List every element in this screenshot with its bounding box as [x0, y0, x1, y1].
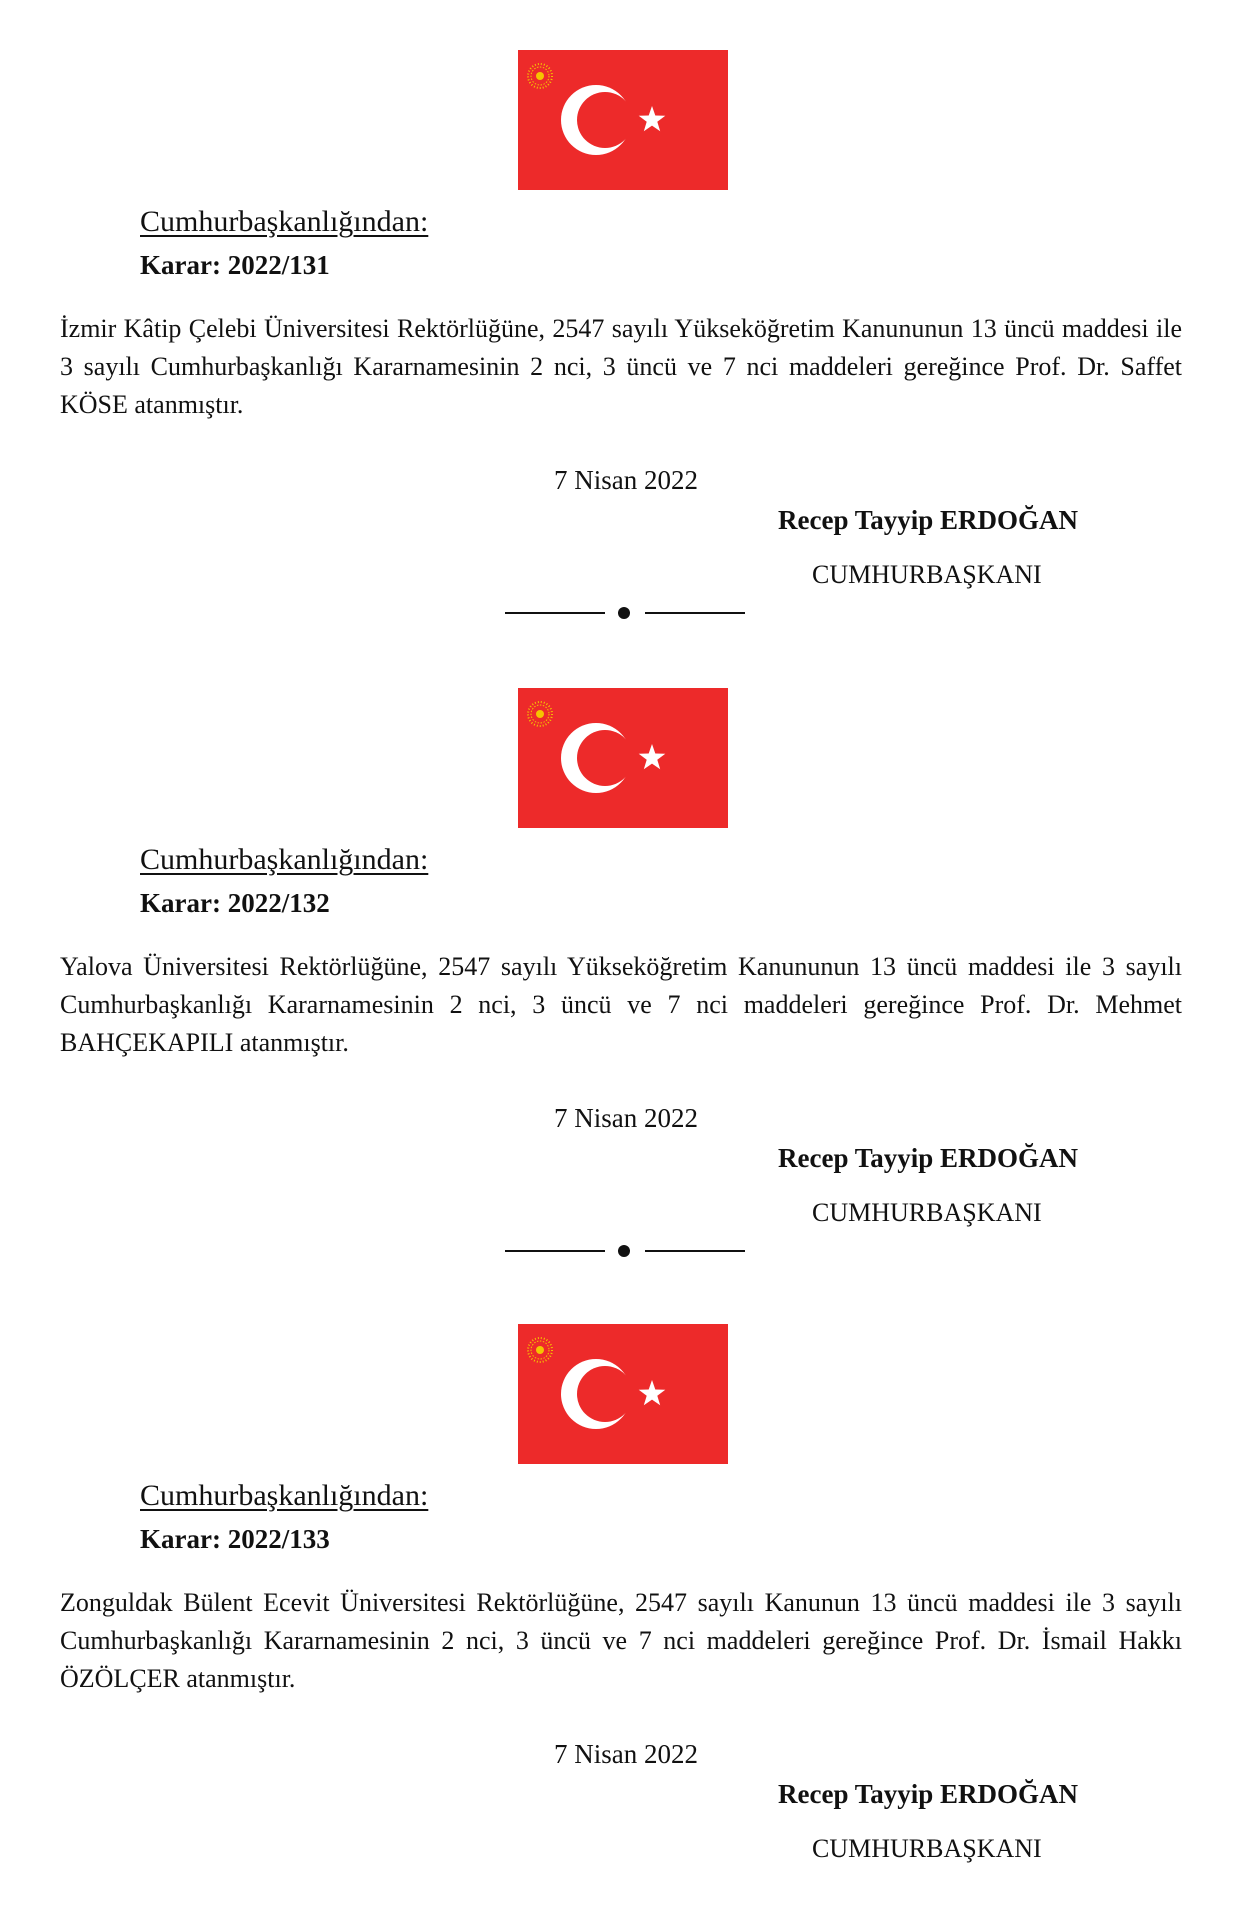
- decision-section: [0, 638, 1252, 1258]
- signer-name: Recep Tayyip ERDOĞAN: [778, 505, 1079, 535]
- section-separator: [505, 603, 745, 623]
- decision-number: Karar: 2022/131: [140, 250, 330, 280]
- issuer-heading: Cumhurbaşkanlığından:: [140, 1479, 429, 1512]
- decision-number: Karar: 2022/132: [140, 888, 330, 918]
- crescent-inner: [577, 1366, 633, 1422]
- crescent-inner: [577, 92, 633, 148]
- turkish-flag-icon: [518, 50, 728, 190]
- signer-name: Recep Tayyip ERDOĞAN: [778, 1779, 1079, 1809]
- decision-date: 7 Nisan 2022: [554, 465, 698, 495]
- signer-name: Recep Tayyip ERDOĞAN: [778, 1143, 1079, 1173]
- issuer-heading: Cumhurbaşkanlığından:: [140, 843, 429, 876]
- decision-number: Karar: 2022/133: [140, 1524, 330, 1554]
- turkish-flag-icon: [518, 1324, 728, 1464]
- decision-date: 7 Nisan 2022: [554, 1103, 698, 1133]
- decision-section: [0, 0, 1252, 620]
- decision-body: Zonguldak Bülent Ecevit Üniversitesi Rektörlüğüne, 2547 sayılı Kanunun 13 üncü maddesi ile 3 sayılı Cumhurbaşkanlığı Kararnamesinin 2 nci, 3 üncü ve 7 nci maddeleri gereğince Prof. Dr. İsmail Hakkı ÖZÖLÇER atanmıştır.: [60, 1588, 1182, 1693]
- decision-body: Yalova Üniversitesi Rektörlüğüne, 2547 sayılı Yükseköğretim Kanununun 13 üncü maddesi ile 3 sayılı Cumhurbaşkanlığı Kararnamesinin 2 nci, 3 üncü ve 7 nci maddeleri gereğince Prof. Dr. Mehmet BAHÇEKAPILI atanmıştır.: [60, 952, 1182, 1057]
- signer-title: CUMHURBAŞKANI: [812, 1198, 1042, 1227]
- crescent-inner: [577, 730, 633, 786]
- decision-section: [0, 1274, 1252, 1894]
- signer-title: CUMHURBAŞKANI: [812, 560, 1042, 589]
- section-separator: [505, 1241, 745, 1261]
- issuer-heading: Cumhurbaşkanlığından:: [140, 205, 429, 238]
- signer-title: CUMHURBAŞKANI: [812, 1834, 1042, 1863]
- decision-body: İzmir Kâtip Çelebi Üniversitesi Rektörlüğüne, 2547 sayılı Yükseköğretim Kanununun 13 üncü maddesi ile 3 sayılı Cumhurbaşkanlığı Kararnamesinin 2 nci, 3 üncü ve 7 nci maddeleri gereğince Prof. Dr. Saffet KÖSE atanmıştır.: [60, 314, 1182, 419]
- decision-date: 7 Nisan 2022: [554, 1739, 698, 1769]
- turkish-flag-icon: [518, 688, 728, 828]
